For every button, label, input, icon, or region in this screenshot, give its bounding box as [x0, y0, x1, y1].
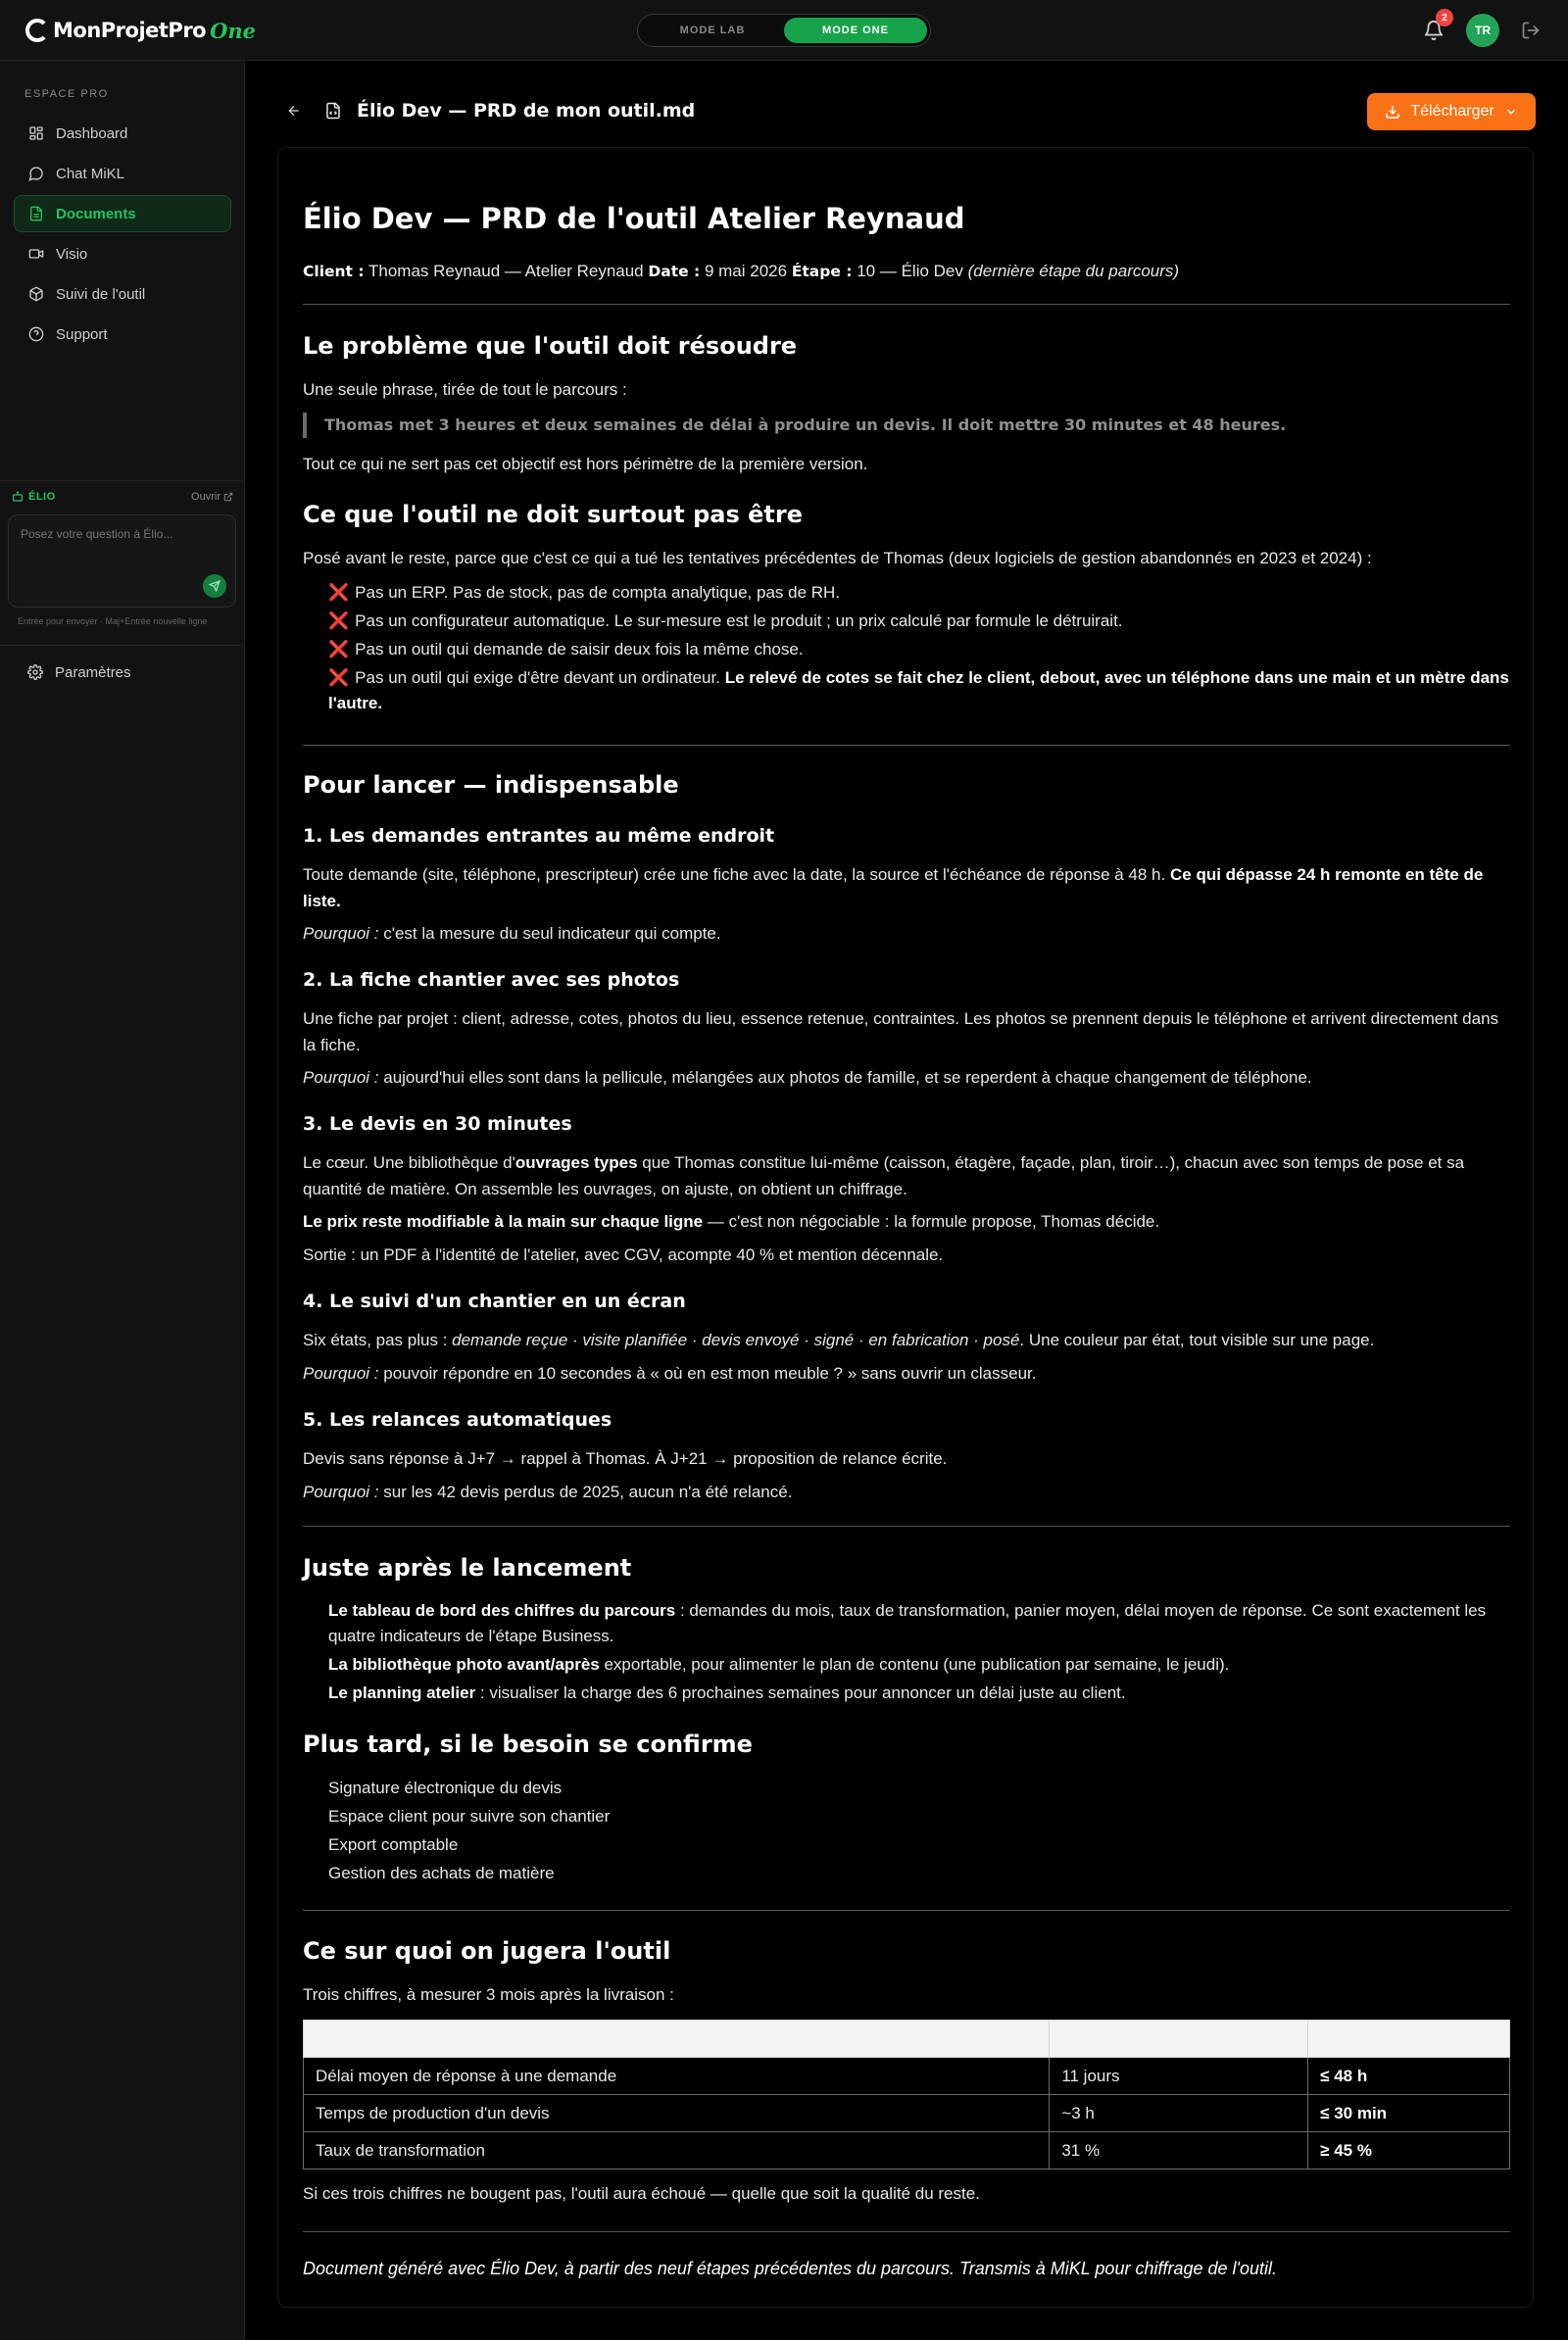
- notification-badge: 2: [1436, 9, 1453, 26]
- pourquoi-label: Pourquoi :: [303, 1364, 379, 1383]
- settings-section: [0, 645, 245, 646]
- table-header: Cible: [1308, 2021, 1510, 2058]
- text: aujourd'hui elles sont dans la pellicule, mélangées aux photos de famille, et se reperdent à chaque changement de téléphone.: [383, 1068, 1312, 1087]
- meta-date-label: Date :: [648, 263, 701, 280]
- table-cell: ≤ 48 h: [1308, 2058, 1510, 2095]
- list-item-bold: Le relevé de cotes se fait chez le client, debout, avec un téléphone dans une main et un mètre dans l'autre.: [328, 668, 1509, 712]
- logout-icon[interactable]: [1521, 21, 1541, 40]
- table-cell: 11 jours: [1050, 2058, 1308, 2095]
- text: exportable, pour alimenter le plan de contenu (une publication par semaine, le jeudi).: [599, 1655, 1230, 1674]
- meta-client-label: Client :: [303, 263, 365, 280]
- judge-intro: Trois chiffres, à mesurer 3 mois après la livraison :: [303, 1985, 674, 2004]
- sidebar-section-label: ESPACE PRO: [24, 88, 109, 100]
- file-code-icon: [324, 101, 342, 121]
- video-icon: [28, 246, 44, 262]
- later-list: [303, 1774, 1510, 1887]
- sidebar: [0, 61, 245, 2340]
- mode-one-button[interactable]: MODE ONE: [784, 18, 927, 43]
- box-icon: [28, 286, 44, 302]
- help-icon: [28, 326, 44, 342]
- bold-text: Ce qui dépasse 24 h remonte en tête de liste.: [303, 865, 1484, 910]
- cross-mark-icon: ❌: [328, 640, 350, 658]
- section-title-judge: Ce sur quoi on jugera l'outil: [303, 1937, 671, 1965]
- problem-outro: Tout ce qui ne sert pas cet objectif est hors périmètre de la première version.: [303, 455, 868, 473]
- sidebar-item-dashboard[interactable]: [14, 115, 231, 152]
- bold-text: ouvrages types: [514, 1153, 638, 1172]
- text: que Thomas constitue lui-même (caisson, étagère, façade, plan, tiroir…), chacun avec son temps de pose et sa quantité de matière. On assemble les ouvrages, on ajuste, on obtient un chiffrage.: [303, 1153, 1465, 1198]
- bot-icon: [12, 491, 24, 503]
- grid-icon: [28, 125, 44, 141]
- document-h1: Élio Dev — PRD de l'outil Atelier Reynaud: [303, 202, 965, 235]
- send-icon: [209, 580, 220, 592]
- launch-s3-line3: Sortie : un PDF à l'identité de l'atelier, avec CGV, acompte 40 % et mention décennale.: [303, 1245, 944, 1264]
- launch-s1-text: [303, 861, 1510, 914]
- section-title-after: Juste après le lancement: [303, 1554, 632, 1582]
- list-item-text: Pas un outil qui demande de saisir deux fois la même chose.: [355, 640, 804, 658]
- external-link-icon: [223, 492, 233, 502]
- elio-send-button[interactable]: [203, 574, 226, 598]
- elio-hint: Entrée pour envoyer · Maj+Entrée nouvelle ligne: [18, 616, 208, 626]
- elio-open-link[interactable]: [191, 491, 233, 503]
- text: — c'est non négociable : la formule propose, Thomas décide.: [703, 1212, 1160, 1231]
- list-item-text: Pas un ERP. Pas de stock, pas de compta analytique, pas de RH.: [355, 583, 841, 602]
- indicators-table: [303, 2020, 1510, 2169]
- table-cell: ≥ 45 %: [1308, 2132, 1510, 2169]
- not-be-list: [303, 580, 1510, 719]
- logo-mark-icon: [25, 19, 49, 42]
- back-button[interactable]: [277, 94, 311, 127]
- text: . Une couleur par état, tout visible sur une page.: [1019, 1331, 1375, 1349]
- elio-input-box: [8, 514, 236, 608]
- chevron-down-icon: [1504, 105, 1518, 119]
- table-cell: 31 %: [1050, 2132, 1308, 2169]
- after-list: [303, 1598, 1510, 1709]
- text: Six états, pas plus :: [303, 1331, 453, 1349]
- sidebar-item-label: Documents: [56, 205, 136, 222]
- table-cell: Délai moyen de réponse à une demande: [304, 2058, 1050, 2095]
- cross-mark-icon: ❌: [328, 611, 350, 630]
- pourquoi-label: Pourquoi :: [303, 924, 379, 943]
- text: Toute demande (site, téléphone, prescripteur) crée une fiche avec la date, la source et l'échéance de réponse à 48 h.: [303, 865, 1166, 884]
- list-item: [303, 665, 1510, 716]
- text: Le cœur. Une bibliothèque d': [303, 1153, 515, 1172]
- bold-text: Le tableau de bord des chiffres du parcours: [328, 1601, 676, 1620]
- document-icon: [28, 206, 44, 221]
- table-header-row: [304, 2021, 1510, 2058]
- divider: [303, 745, 1510, 746]
- launch-s4-why: [303, 1360, 1510, 1387]
- table-cell: ~3 h: [1050, 2095, 1308, 2132]
- elio-open-label: Ouvrir: [191, 491, 220, 503]
- list-item: Signature électronique du devis: [328, 1779, 563, 1797]
- text: pouvoir répondre en 10 secondes à « où en est mon meuble ? » sans ouvrir un classeur.: [383, 1364, 1037, 1383]
- document-card: [277, 147, 1534, 2308]
- gear-icon: [27, 664, 43, 680]
- sidebar-item-chat[interactable]: [14, 155, 231, 192]
- section-title-not-be: Ce que l'outil ne doit surtout pas être: [303, 501, 803, 528]
- launch-s5-why: [303, 1479, 1510, 1505]
- cross-mark-icon: ❌: [328, 668, 350, 687]
- elio-title-text: ÉLIO: [28, 491, 56, 503]
- table-row: [304, 2132, 1510, 2169]
- avatar[interactable]: TR: [1466, 14, 1499, 47]
- table-row: [304, 2058, 1510, 2095]
- meta-step-value: 10 — Élio Dev: [857, 262, 963, 280]
- subsection-title: 2. La fiche chantier avec ses photos: [303, 969, 680, 991]
- meta-client-value: Thomas Reynaud — Atelier Reynaud: [368, 262, 644, 280]
- chat-icon: [28, 166, 44, 181]
- list-item: [303, 1598, 1510, 1649]
- document-header: [277, 92, 1534, 131]
- launch-s1-why: [303, 920, 1510, 947]
- elio-header: [12, 491, 233, 503]
- list-item: [303, 1681, 1510, 1706]
- table-cell: ≤ 30 min: [1308, 2095, 1510, 2132]
- launch-s2-why: [303, 1064, 1510, 1091]
- bold-text: Le planning atelier: [328, 1683, 476, 1702]
- pourquoi-label: Pourquoi :: [303, 1483, 379, 1501]
- file-title: Élio Dev — PRD de mon outil.md: [357, 100, 696, 122]
- elio-title: [12, 491, 56, 503]
- launch-s5-text: Devis sans réponse à J+7 → rappel à Thomas. À J+21 → proposition de relance écrite.: [303, 1449, 948, 1468]
- list-item-text: Pas un configurateur automatique. Le sur-mesure est le produit ; un prix calculé par formule le détruirait.: [355, 611, 1123, 630]
- elio-panel: [0, 480, 245, 647]
- subsection-title: 5. Les relances automatiques: [303, 1409, 612, 1431]
- pourquoi-label: Pourquoi :: [303, 1068, 379, 1087]
- list-item: [303, 609, 1510, 634]
- sidebar-item-label: Support: [56, 325, 108, 343]
- table-cell: Temps de production d'un devis: [304, 2095, 1050, 2132]
- sidebar-item-label: Chat MiKL: [56, 165, 125, 182]
- elio-question-input[interactable]: [21, 527, 217, 541]
- meta-step-label: Étape :: [791, 263, 853, 280]
- text: sur les 42 devis perdus de 2025, aucun n'a été relancé.: [383, 1483, 793, 1501]
- sidebar-item-documents[interactable]: [14, 195, 231, 232]
- bold-text: Le prix reste modifiable à la main sur chaque ligne: [303, 1212, 704, 1231]
- launch-s3-text: [303, 1149, 1510, 1202]
- logo[interactable]: [25, 16, 256, 45]
- document-meta: [303, 258, 1510, 285]
- logo-accent: One: [210, 18, 257, 43]
- document-footer: Document généré avec Élio Dev, à partir des neuf étapes précédentes du parcours. Transmis à MiKL pour chiffrage de l'outil.: [303, 2259, 1277, 2278]
- table-cell: Taux de transformation: [304, 2132, 1050, 2169]
- mode-lab-button[interactable]: MODE LAB: [679, 24, 746, 36]
- sidebar-item-suivi[interactable]: [14, 275, 231, 313]
- list-item: Export comptable: [328, 1835, 459, 1854]
- sidebar-item-visio[interactable]: [14, 235, 231, 272]
- divider: [303, 2231, 1510, 2232]
- table-header: Aujourd'hui: [1050, 2021, 1308, 2058]
- text: c'est la mesure du seul indicateur qui compte.: [383, 924, 721, 943]
- sidebar-item-support[interactable]: [14, 316, 231, 353]
- section-title-launch: Pour lancer — indispensable: [303, 771, 679, 799]
- download-icon: [1385, 104, 1400, 120]
- arrow-left-icon: [286, 103, 302, 119]
- launch-s4-text: [303, 1327, 1510, 1353]
- meta-date-value: 9 mai 2026: [704, 262, 788, 280]
- cross-mark-icon: ❌: [328, 583, 350, 602]
- settings-button[interactable]: [14, 653, 231, 692]
- problem-intro: Une seule phrase, tirée de tout le parcours :: [303, 380, 627, 399]
- launch-s2-text: Une fiche par projet : client, adresse, cotes, photos du lieu, essence retenue, contraintes. Les photos se prennent depuis le téléphone et arrivent directement dans la fiche.: [303, 1009, 1499, 1054]
- list-item: [303, 1652, 1510, 1678]
- states-text: demande reçue · visite planifiée · devis envoyé · signé · en fabrication · posé: [452, 1331, 1020, 1349]
- logo-text: MonProjetPro: [53, 19, 207, 42]
- launch-s3-line2: [303, 1208, 1510, 1235]
- divider: [303, 304, 1510, 305]
- sidebar-item-label: Visio: [56, 245, 88, 263]
- indicators-table-wrap: [303, 2020, 1510, 2169]
- divider: [303, 1910, 1510, 1911]
- sidebar-item-label: Dashboard: [56, 124, 128, 142]
- sidebar-item-label: Suivi de l'outil: [56, 285, 146, 303]
- list-item: Espace client pour suivre son chantier: [328, 1807, 611, 1826]
- table-header: Indicateur: [304, 2021, 1050, 2058]
- bold-text: La bibliothèque photo avant/après: [328, 1655, 600, 1674]
- top-bar: [0, 0, 1568, 61]
- problem-quote: Thomas met 3 heures et deux semaines de délai à produire un devis. Il doit mettre 30 minutes et 48 heures.: [303, 413, 1510, 438]
- download-label: Télécharger: [1410, 103, 1494, 120]
- text: : visualiser la charge des 6 prochaines semaines pour annoncer un délai juste au client.: [475, 1683, 1126, 1702]
- subsection-title: 4. Le suivi d'un chantier en un écran: [303, 1291, 686, 1312]
- list-item-text: Pas un outil qui exige d'être devant un ordinateur.: [355, 668, 720, 687]
- not-be-intro: Posé avant le reste, parce que c'est ce qui a tué les tentatives précédentes de Thomas (deux logiciels de gestion abandonnés en 2023 et 2024) :: [303, 549, 1372, 567]
- judge-outro: Si ces trois chiffres ne bougent pas, l'outil aura échoué — quelle que soit la qualité du reste.: [303, 2184, 980, 2203]
- settings-label: Paramètres: [55, 663, 131, 681]
- download-button[interactable]: [1367, 93, 1536, 130]
- list-item: [303, 637, 1510, 662]
- sidebar-nav: [14, 115, 231, 356]
- mode-toggle: [637, 14, 931, 47]
- section-title-later: Plus tard, si le besoin se confirme: [303, 1731, 753, 1758]
- meta-step-note: (dernière étape du parcours): [967, 262, 1180, 280]
- list-item: [303, 580, 1510, 606]
- subsection-title: 3. Le devis en 30 minutes: [303, 1113, 572, 1135]
- table-row: [304, 2095, 1510, 2132]
- subsection-title: 1. Les demandes entrantes au même endroit: [303, 825, 775, 847]
- text: : demandes du mois, taux de transformation, panier moyen, délai moyen de réponse. Ce sont exactement les quatre indicateurs de l'étape Business.: [328, 1601, 1487, 1645]
- list-item: Gestion des achats de matière: [328, 1864, 555, 1882]
- divider: [303, 1526, 1510, 1527]
- section-title-problem: Le problème que l'outil doit résoudre: [303, 332, 798, 360]
